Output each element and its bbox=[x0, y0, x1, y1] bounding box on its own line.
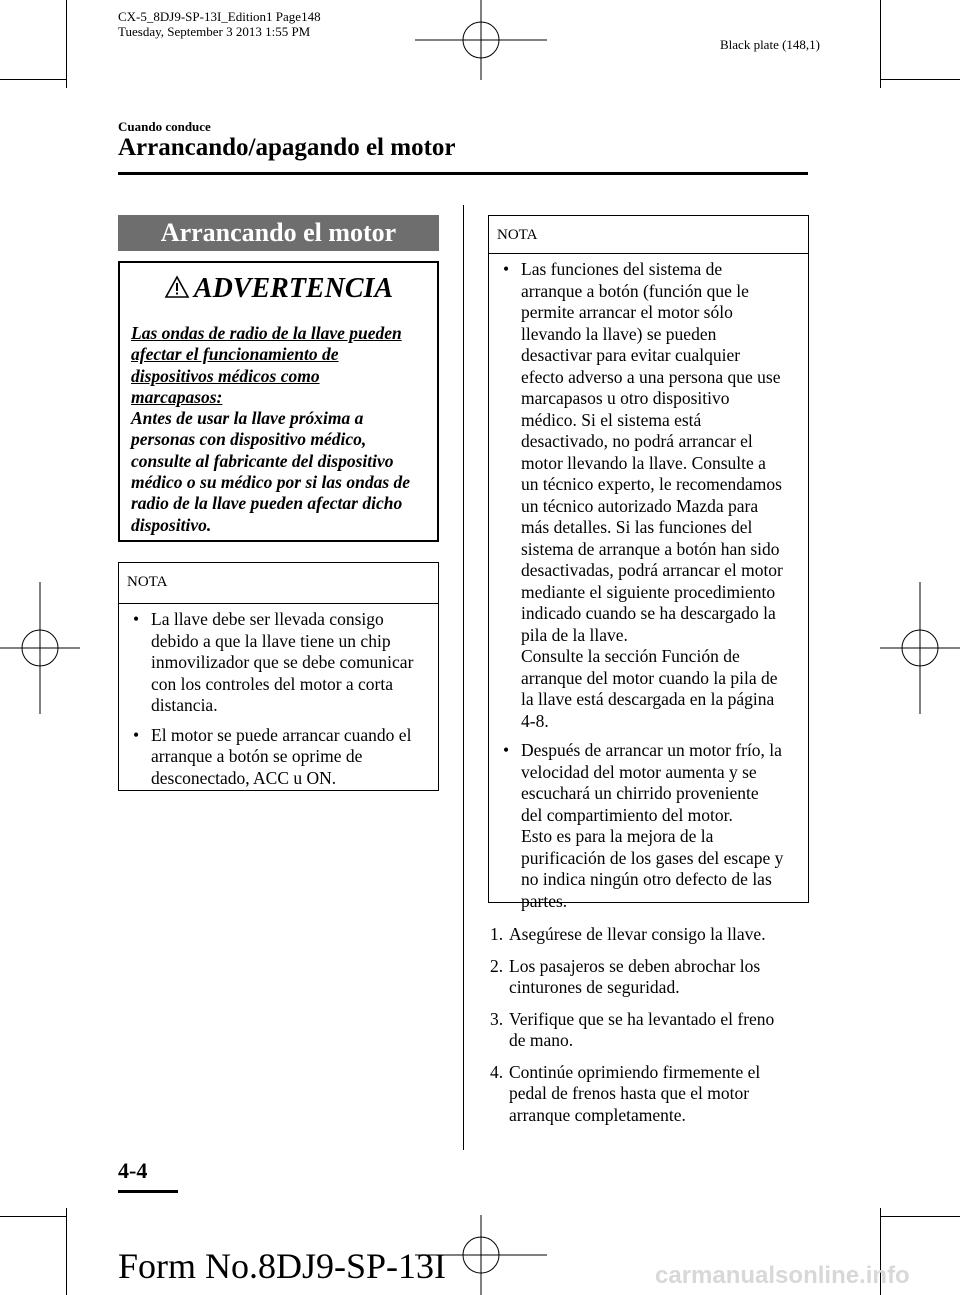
nota-list-right bbox=[489, 259, 808, 920]
bullet-icon: • bbox=[133, 724, 140, 745]
warning-body-line: personas con dispositivo médico, bbox=[131, 429, 367, 450]
warning-title: ADVERTENCIA bbox=[193, 273, 394, 304]
nota-heading: NOTA bbox=[127, 574, 168, 590]
step-number: 3. bbox=[490, 1008, 504, 1029]
step-item bbox=[463, 924, 813, 946]
warning-lead-line: dispositivos médicos como bbox=[131, 365, 320, 386]
warning-text bbox=[131, 323, 436, 536]
nota-item bbox=[489, 259, 808, 732]
print-job-line2: Tuesday, September 3 2013 1:55 PM bbox=[118, 24, 311, 39]
page-number: 4-4 bbox=[118, 1158, 148, 1183]
nota-item-text: El motor se puede arrancar cuando el arranque a botón se oprime de desconectado, ACC u ON. bbox=[151, 724, 412, 788]
step-item bbox=[463, 1062, 813, 1127]
step-number: 4. bbox=[490, 1061, 504, 1082]
step-text: Verifique que se ha levantado el freno de mano. bbox=[509, 1008, 775, 1050]
nota-item bbox=[489, 740, 808, 912]
plate-label: Black plate (148,1) bbox=[720, 37, 820, 52]
nota-list-left bbox=[119, 609, 438, 797]
step-number: 2. bbox=[490, 955, 504, 976]
steps-list bbox=[463, 924, 813, 1136]
crop-mark bbox=[66, 1208, 67, 1295]
print-job-line1: CX-5_8DJ9-SP-13I_Edition1 Page148 bbox=[118, 9, 321, 24]
crop-mark bbox=[66, 0, 67, 88]
warning-body-line: Antes de usar la llave próxima a bbox=[131, 408, 364, 429]
nota-item-text: Las funciones del sistema de arranque a botón (función que le permite arrancar el motor sólo llevando la llave) se pueden desactivar para evitar cualquier efecto adverso a una persona que use marcapasos u otro dispositivo médico. Si el sistema está desactivado, no podrá arrancar el motor llevando la llave. Consulte a un técnico experto, le recomendamos un técnico autorizado Mazda para más detalles. Si las funciones del sistema de arranque a botón han sido desactivadas, podrá arrancar el motor mediante el siguiente procedimiento indicado cuando se ha descargado la pila de la llave. Consulte la sección Función de arranque del motor cuando la pila de la llave está descargada en la página 4-8. bbox=[521, 259, 783, 731]
crop-mark bbox=[880, 0, 881, 88]
bullet-icon: • bbox=[503, 259, 510, 279]
step-number: 1. bbox=[490, 924, 504, 944]
crop-mark bbox=[880, 79, 960, 80]
form-number: Form No.8DJ9-SP-13I bbox=[118, 1246, 447, 1286]
nota-box-left bbox=[118, 562, 439, 791]
nota-item bbox=[119, 609, 438, 717]
step-item bbox=[463, 956, 813, 999]
watermark: carmanualsonline.info bbox=[655, 1262, 910, 1289]
warning-lead-line: Las ondas de radio de la llave pueden bbox=[131, 323, 402, 343]
warning-body-line: consulte al fabricante del dispositivo bbox=[131, 450, 394, 471]
registration-mark-right bbox=[880, 582, 960, 714]
section-label: Cuando conduce bbox=[118, 119, 211, 134]
page-title: Arrancando/apagando el motor bbox=[118, 134, 456, 161]
print-job-info bbox=[118, 9, 321, 39]
bullet-icon: • bbox=[133, 609, 140, 629]
step-text: Los pasajeros se deben abrochar los cinturones de seguridad. bbox=[509, 955, 761, 997]
step-item bbox=[463, 1009, 813, 1052]
warning-triangle-icon bbox=[164, 275, 190, 299]
bullet-icon: • bbox=[503, 740, 510, 760]
warning-body-line: dispositivo. bbox=[131, 514, 212, 535]
title-rule bbox=[118, 172, 808, 175]
warning-box bbox=[118, 261, 439, 542]
warning-body-line: médico o su médico por si las ondas de bbox=[131, 472, 411, 493]
step-text: Asegúrese de llevar consigo la llave. bbox=[509, 924, 766, 944]
registration-mark-left bbox=[0, 582, 80, 714]
warning-body-line: radio de la llave pueden afectar dicho bbox=[131, 493, 403, 514]
warning-lead-line: marcapasos: bbox=[131, 386, 223, 407]
warning-lead-line: afectar el funcionamiento de bbox=[131, 344, 339, 365]
nota-rule bbox=[489, 253, 808, 254]
step-text: Continúe oprimiendo firmemente el pedal de frenos hasta que el motor arranque completamente. bbox=[509, 1061, 761, 1125]
section-bar: Arrancando el motor bbox=[118, 215, 439, 251]
footer-rule bbox=[118, 1190, 178, 1193]
nota-heading: NOTA bbox=[497, 227, 538, 243]
crop-mark bbox=[880, 1216, 960, 1217]
nota-item bbox=[119, 725, 438, 790]
nota-box-right bbox=[488, 215, 809, 911]
registration-mark-top bbox=[415, 0, 547, 80]
nota-item-text: La llave debe ser llevada consigo debido a que la llave tiene un chip inmovilizador que se debe comunicar con los controles del motor a corta distancia. bbox=[151, 609, 414, 715]
nota-rule bbox=[119, 603, 438, 604]
nota-item-text: Después de arrancar un motor frío, la velocidad del motor aumenta y se escuchará un chirrido proveniente del compartimiento del motor. Esto es para la mejora de la purificación de los gases del escape y no indica ningún otro defecto de las partes. bbox=[521, 740, 784, 911]
crop-mark bbox=[0, 1216, 66, 1217]
warning-header bbox=[120, 273, 437, 305]
crop-mark bbox=[0, 79, 66, 80]
